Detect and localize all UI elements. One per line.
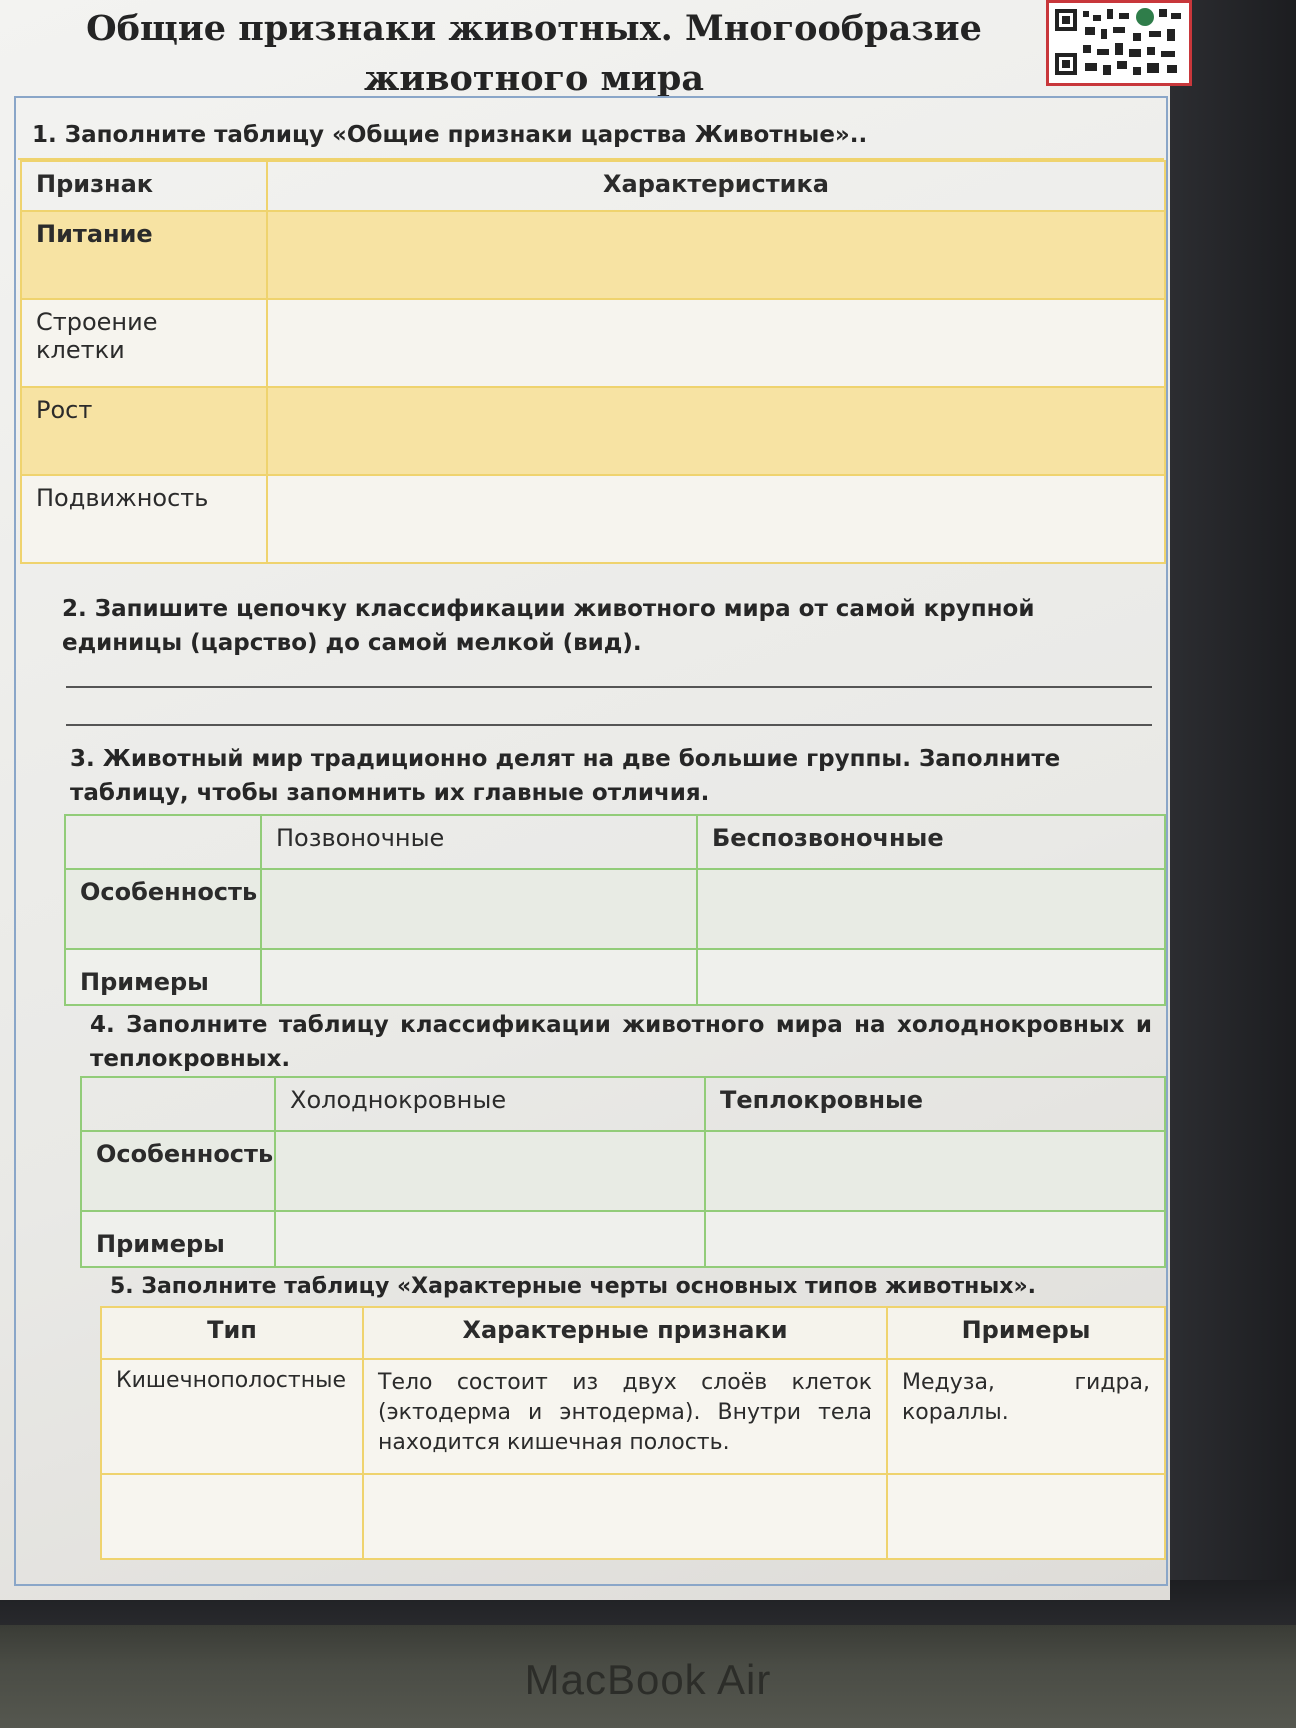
table-row: [65, 949, 1165, 1005]
task3-col-header: Позвоночные: [261, 815, 697, 869]
task1-row-label: Подвижность: [21, 475, 267, 563]
task1-row-label: Строение клетки: [21, 299, 267, 387]
task1-heading: 1. Заполните таблицу «Общие признаки царства Животные»..: [32, 122, 868, 148]
task4-col-header: Теплокровные: [705, 1077, 1165, 1131]
task5-type-cell: Кишечнополостные: [101, 1359, 363, 1474]
table-row: [21, 211, 1165, 299]
task5-col-header: Примеры: [887, 1307, 1165, 1359]
task3-col-header: Беспозвоночные: [697, 815, 1165, 869]
task3-answer-cell[interactable]: [697, 949, 1165, 1005]
task4-col-header: Холоднокровные: [275, 1077, 705, 1131]
task4-answer-cell[interactable]: [705, 1131, 1165, 1211]
task5-features-cell[interactable]: [363, 1474, 887, 1559]
task5-table: [100, 1306, 1166, 1560]
screen-bezel-right: [1170, 0, 1296, 1600]
task1-answer-cell[interactable]: [267, 475, 1165, 563]
task3-table: [64, 814, 1166, 1006]
table-row: [101, 1474, 1165, 1559]
task4-row-label: Примеры: [81, 1211, 275, 1267]
table-row: [21, 387, 1165, 475]
task1-answer-cell[interactable]: [267, 387, 1165, 475]
task4-answer-cell[interactable]: [275, 1211, 705, 1267]
table-row: [101, 1359, 1165, 1474]
page-title: Общие признаки животных. Многообразие животного мира: [86, 8, 982, 99]
task1-col-header: Характеристика: [267, 161, 1165, 211]
task1-row-label: Рост: [21, 387, 267, 475]
table-row: [21, 299, 1165, 387]
task5-header-row: [101, 1307, 1165, 1359]
task4-answer-cell[interactable]: [275, 1131, 705, 1211]
table-row: [21, 475, 1165, 563]
task4-col-header: [81, 1077, 275, 1131]
task5-col-header: Характерные признаки: [363, 1307, 887, 1359]
task1-row-label: Питание: [21, 211, 267, 299]
table-row: [65, 869, 1165, 949]
task1-header-row: [21, 161, 1165, 211]
task5-features-cell: Тело состоит из двух слоёв клеток (эктодерма и энтодерма). Внутри тела находится кишечная полость.: [363, 1359, 887, 1474]
task2-answer-line[interactable]: [66, 724, 1152, 726]
device-label: MacBook Air: [524, 1656, 772, 1703]
task5-heading: 5. Заполните таблицу «Характерные черты основных типов животных».: [110, 1274, 1037, 1299]
qr-code-icon: [1046, 0, 1192, 86]
task3-col-header: [65, 815, 261, 869]
task4-header-row: [81, 1077, 1165, 1131]
task3-answer-cell[interactable]: [261, 869, 697, 949]
task1-col-header: Признак: [21, 161, 267, 211]
task1-table: [20, 160, 1166, 564]
task4-table: [80, 1076, 1166, 1268]
task5-examples-cell[interactable]: [887, 1474, 1165, 1559]
task3-heading: 3. Животный мир традиционно делят на две большие группы. Заполните таблицу, чтобы запомнить их главные отличия.: [70, 746, 1061, 806]
task4-answer-cell[interactable]: [705, 1211, 1165, 1267]
task5-type-cell[interactable]: [101, 1474, 363, 1559]
task4-heading: 4. Заполните таблицу классификации животного мира на холоднокровных и теплокровных.: [90, 1012, 1152, 1072]
task3-header-row: [65, 815, 1165, 869]
table-row: [81, 1131, 1165, 1211]
task2-answer-line[interactable]: [66, 686, 1152, 688]
task2-heading: 2. Запишите цепочку классификации животного мира от самой крупной единицы (царство) до самой мелкой (вид).: [62, 596, 1035, 656]
task3-row-label: Примеры: [65, 949, 261, 1005]
task1-answer-cell[interactable]: [267, 211, 1165, 299]
task1-answer-cell[interactable]: [267, 299, 1165, 387]
task5-examples-cell: Медуза, гидра, кораллы.: [887, 1359, 1165, 1474]
task5-col-header: Тип: [101, 1307, 363, 1359]
task3-row-label: Особенность: [65, 869, 261, 949]
task3-answer-cell[interactable]: [697, 869, 1165, 949]
task3-answer-cell[interactable]: [261, 949, 697, 1005]
table-row: [81, 1211, 1165, 1267]
task4-row-label: Особенность: [81, 1131, 275, 1211]
